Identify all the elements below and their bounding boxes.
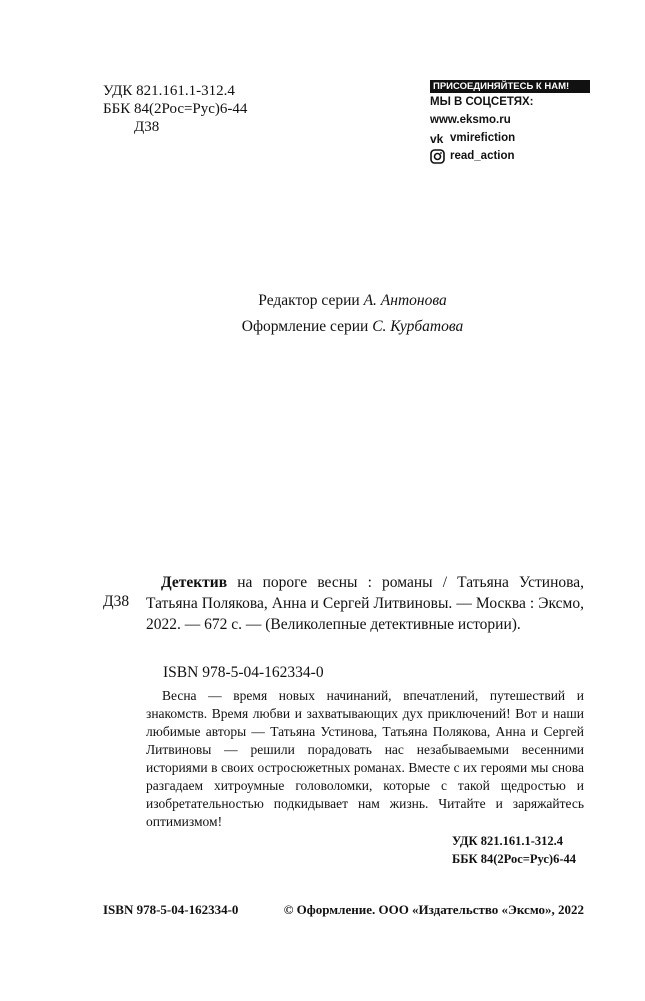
design-name: С. Курбатова [372, 318, 464, 335]
bottom-udk: УДК 821.161.1-312.4 [452, 834, 563, 848]
instagram-handle: read_action [450, 150, 515, 162]
footer-copyright: © Оформление. ООО «Издательство «Эксмо», 2022 [283, 902, 584, 917]
vk-icon [430, 131, 445, 146]
social-heading: МЫ В СОЦСЕТЯХ: [430, 96, 534, 108]
bottom-codes [452, 832, 576, 868]
editor-label: Редактор серии [258, 292, 360, 309]
catalog-text: на пороге весны : романы / Татьяна Устинова, Татьяна Полякова, Анна и Сергей Литвиновы. — Москва : Эксмо, 2022. — 672 с. — (Великолепные детективные истории). [146, 574, 585, 633]
catalog-sign: Д38 [103, 593, 130, 610]
editor-name: А. Антонова [363, 292, 447, 309]
catalog-title: Детектив [161, 574, 228, 591]
vk-handle: vmirefiction [450, 132, 516, 144]
annotation: Весна — время новых начинаний, впечатлений, путешествий и знакомств. Время любви и захватывающих дух приключений! Вот и наши любимые авторы — Татьяна Устинова, Татьяна Полякова, Анна и Сергей Литвиновы — решили порадовать нас незабываемыми весенними историями в своих остросюжетных романах. Вместе с их героями мы снова разгадаем хитроумные головоломки, которые с такой щедростью и изобретательностью подкидывает нам жизнь. Читайте и заряжайтесь оптимизмом! [146, 688, 584, 829]
svg-text:vk: vk [430, 131, 444, 146]
udk-code: УДК 821.161.1-312.4 [103, 83, 235, 99]
instagram-icon [430, 149, 445, 164]
instagram-link[interactable] [430, 147, 590, 165]
classification-codes [103, 82, 247, 136]
vk-link[interactable] [430, 129, 590, 147]
catalog-entry [146, 572, 584, 635]
catalog-isbn: ISBN 978-5-04-162334-0 [163, 664, 324, 681]
footer-isbn: ISBN 978-5-04-162334-0 [103, 902, 239, 917]
bbk-code: ББК 84(2Рос=Рус)6-44 [103, 101, 248, 117]
footer [103, 902, 584, 918]
series-credits [0, 288, 645, 340]
join-banner: ПРИСОЕДИНЯЙТЕСЬ К НАМ! [430, 80, 590, 93]
website-link[interactable]: www.eksmo.ru [430, 114, 511, 126]
social-block [430, 80, 590, 165]
design-label: Оформление серии [241, 318, 369, 335]
series-editor [0, 288, 645, 314]
author-sign: Д38 [134, 119, 160, 135]
bottom-bbk: ББК 84(2Рос=Рус)6-44 [452, 852, 576, 866]
series-design [0, 314, 645, 340]
